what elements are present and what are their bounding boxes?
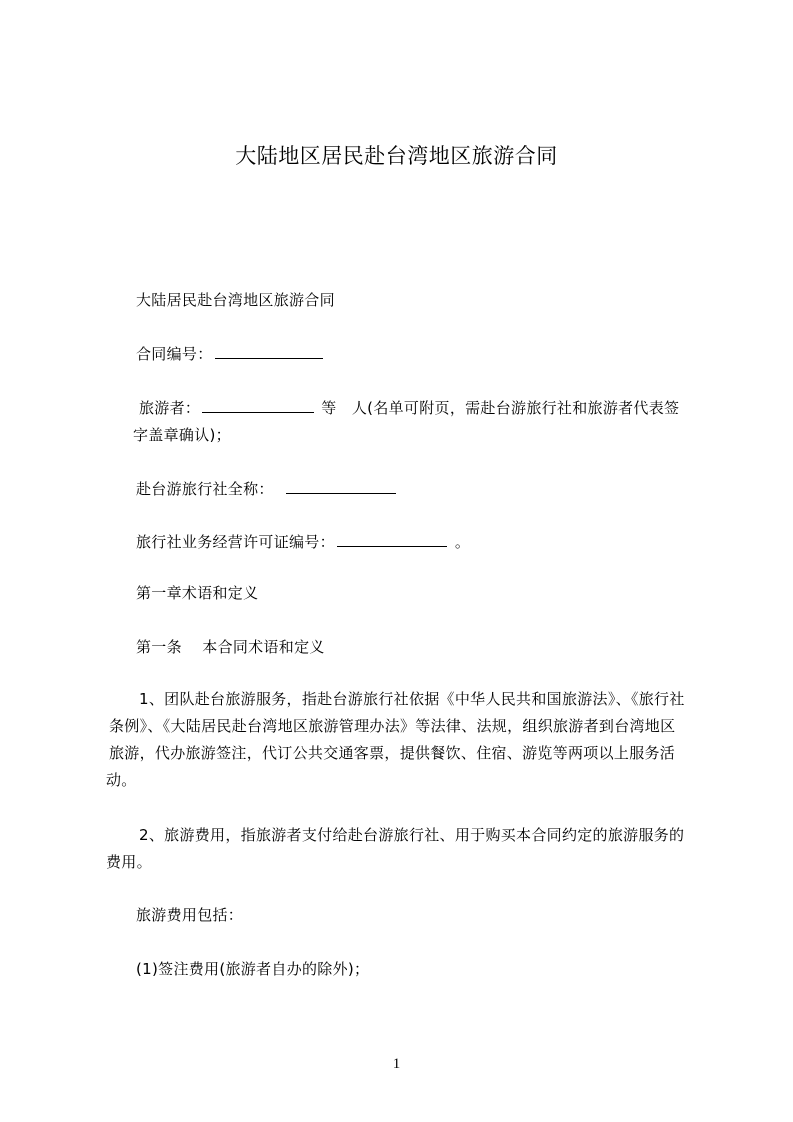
article1-heading: 第一条 本合同术语和定义 — [136, 638, 325, 656]
license-blank — [337, 531, 447, 547]
license-suffix: 。 — [454, 533, 471, 551]
document-subtitle: 大陆居民赴台湾地区旅游合同 — [136, 291, 335, 309]
item1-line1: 1、团队赴台旅游服务，指赴台游旅行社依据《中华人民共和国旅游法》、《旅行社 — [139, 690, 685, 708]
item2-paragraph — [106, 822, 684, 876]
license-field — [136, 529, 470, 556]
license-label: 旅行社业务经营许可证编号： — [136, 533, 335, 551]
item1-line2: 条例》、《大陆居民赴台湾地区旅游管理办法》等法律、法规，组织旅游者到台湾地区 — [109, 717, 676, 735]
item1-paragraph — [106, 686, 685, 794]
traveler-suffix: 等 人(名单可附页，需赴台游旅行社和旅游者代表签 — [321, 399, 680, 417]
traveler-line2: 字盖章确认)； — [133, 426, 231, 444]
document-title: 大陆地区居民赴台湾地区旅游合同 — [235, 144, 558, 168]
agency-name-field — [136, 476, 398, 503]
item2-line2: 费用。 — [106, 853, 152, 871]
traveler-blank — [202, 397, 314, 413]
agency-name-blank — [286, 478, 396, 494]
contract-number-blank — [215, 343, 323, 359]
fee-item-1: (1)签注费用(旅游者自办的除外)； — [136, 960, 370, 978]
item1-line4: 动。 — [106, 771, 137, 789]
traveler-field — [133, 395, 680, 449]
item2-line1: 2、旅游费用，指旅游者支付给赴台游旅行社、用于购买本合同约定的旅游服务的 — [139, 826, 685, 844]
fees-include-label: 旅游费用包括： — [136, 906, 244, 924]
item1-line3: 旅游，代办旅游签注，代订公共交通客票，提供餐饮、住宿、游览等两项以上服务活 — [109, 744, 676, 762]
page-number: 1 — [392, 1056, 401, 1072]
agency-name-label: 赴台游旅行社全称： — [136, 480, 274, 498]
traveler-label: 旅游者： — [139, 399, 201, 417]
contract-number-field — [136, 341, 325, 368]
chapter1-heading: 第一章术语和定义 — [136, 584, 259, 602]
contract-number-label: 合同编号： — [136, 345, 213, 363]
